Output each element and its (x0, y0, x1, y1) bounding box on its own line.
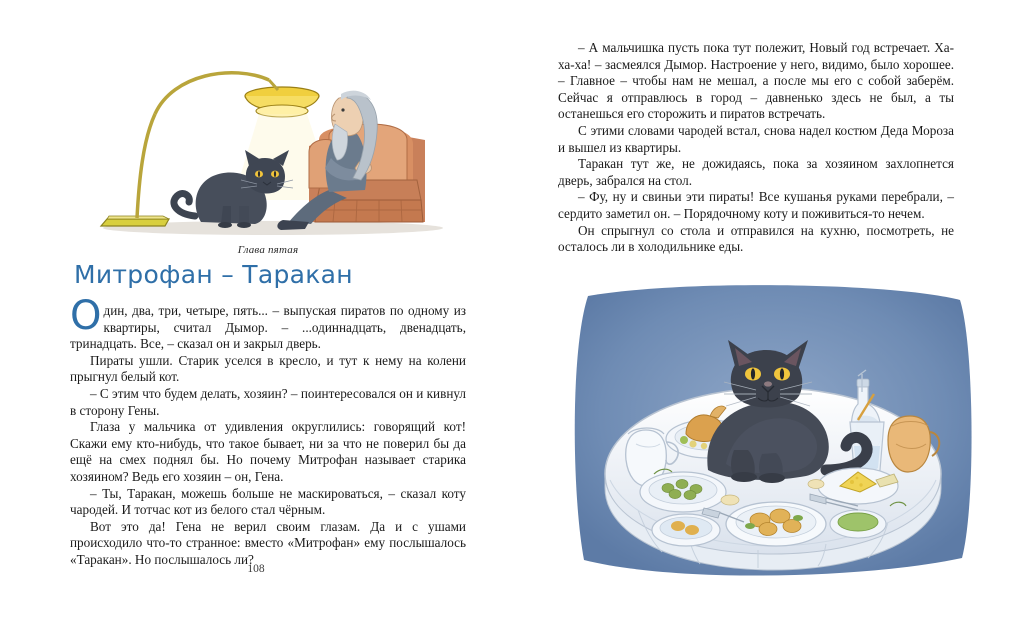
paragraph: – Фу, ну и свиньи эти пираты! Все кушанья руками перебрали, – сердито заметил он. – Порядочному коту и поживиться-то нечем. (558, 189, 954, 221)
chapter-title: Митрофан – Таракан (74, 260, 353, 289)
illustration-black-cat-on-festive-table (558, 274, 988, 594)
paragraph: Он спрыгнул со стола и отправился на кухню, посмотреть, не осталось ли в холодильнике еды. (558, 222, 954, 255)
right-page (512, 0, 1024, 617)
paragraph: – А мальчишка пусть пока тут полежит, Новый год встречает. Ха-ха-ха! – засмеялся Дымор. Настроение у него, видимо, было хорошее. – Главное – чтобы нам не мешал, а после мы его с собой заберём. Сейчас я отправлюсь в город – давненько здесь не был, а ты останешься его сторожить и пиратов встречать. (558, 40, 954, 122)
paragraph: Пираты ушли. Старик уселся в кресло, и тут к нему на колени прыгнул белый кот. (70, 352, 466, 385)
left-body-text (70, 293, 466, 569)
page-number: 108 (247, 563, 265, 575)
paragraph: Таракан тут же, не дожидаясь, пока за хозяином захлопнется дверь, забрался на стол. (558, 156, 954, 188)
paragraph: – С этим что будем делать, хозяин? – поинтересовался он и кивнул в сторону Гены. (70, 385, 466, 418)
right-body-text (558, 40, 954, 256)
paragraph-text: дин, два, три, четыре, пять... – выпуская пиратов по одному из квартиры, считал Дымор. – ...одиннадцать, двенадцать, тринадцать. Все, – сказал он и закрыл дверь. (70, 303, 466, 352)
chapter-kicker: Глава пятая (237, 244, 299, 256)
paragraph (70, 293, 466, 353)
paragraph: Вот это да! Гена не верил своим глазам. Да и с ушами происходило что-то странное: вместо «Митрофан» ему послышалось «Таракан». Но послышалось ли? (70, 518, 466, 567)
paragraph: Глаза у мальчика от удивления округлились: говорящий кот! Скажи ему кто-нибудь, что такое бывает, ни за что не поверил бы да ещё на смех поднял бы. Но почему Митрофан называет старика хозяином? Ведь его хозяин – он, Гена. (70, 419, 466, 484)
paragraph: – Ты, Таракан, можешь больше не маскироваться, – сказал коту чародей. И тотчас кот из белого стал чёрным. (70, 485, 466, 518)
drop-cap: О (70, 293, 102, 339)
paragraph: С этими словами чародей встал, снова надел костюм Деда Мороза и вышел из квартиры. (558, 122, 954, 155)
illustration-old-man-armchair-cat-lamp (73, 40, 463, 240)
